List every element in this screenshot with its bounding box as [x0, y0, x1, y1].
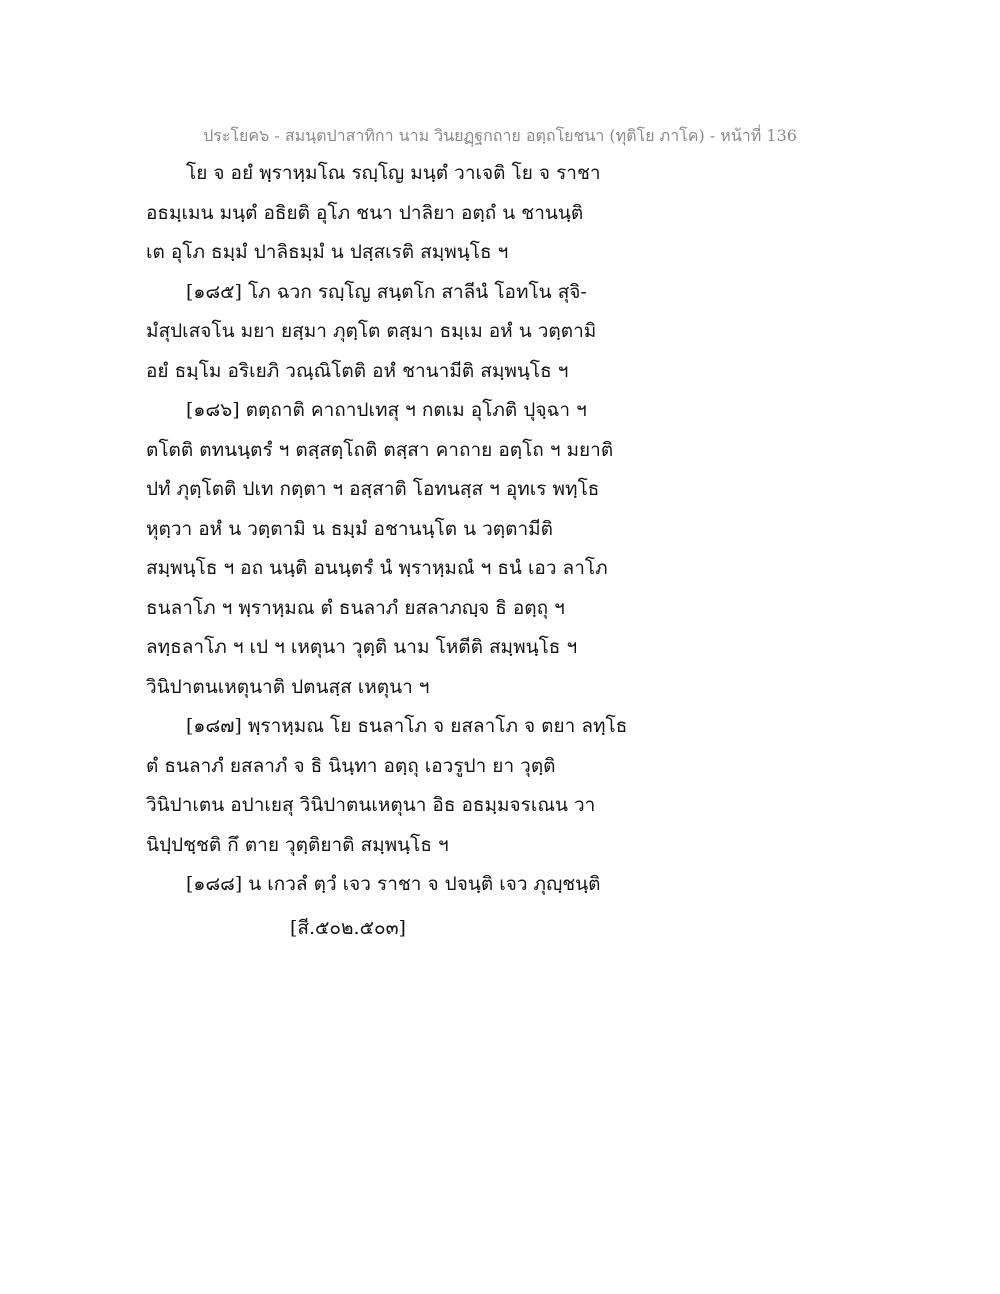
- text-line: วินิปาเตน อปาเยสุ วินิปาตนเหตุนา อิธ อธมฺมจรเณน วา: [146, 794, 596, 816]
- text-line: สมฺพนฺโธ ฯ อถ นนฺติ อนนฺตรํ นํ พฺราหฺมณํ ฯ ธนํ เอว ลาโภ: [146, 557, 608, 579]
- text-line: [๑๘๖] ตตฺถาติ คาถาปเทสุ ฯ กตเม อุโภติ ปุจฺฉา ฯ: [186, 399, 587, 421]
- text-line: โย จ อยํ พฺราหฺมโณ รญฺโญ มนฺตํ วาเจติ โย จ ราชา: [186, 162, 601, 184]
- text-line: [๑๘๕] โภ ฉวก รญฺโญ สนฺตโก สาลีนํ โอทโน สุจิ-: [186, 281, 587, 303]
- text-line: ลทฺธลาโภ ฯ เป ฯ เหตุนา วุตฺติ นาม โหตีติ สมฺพนฺโธ ฯ: [146, 636, 578, 658]
- text-line: วินิปาตนเหตุนาติ ปตนสฺส เหตุนา ฯ: [146, 676, 430, 698]
- text-line: ธนลาโภ ฯ พฺราหฺมณ ตํ ธนลาภํ ยสลาภญฺจ ธิ อตฺถุ ฯ: [146, 597, 565, 619]
- text-line: [๑๘๗] พฺราหฺมณ โย ธนลาโภ จ ยสลาโภ จ ตยา ลทฺโธ: [186, 715, 628, 737]
- page-reference: [สี.๕๐๒.๕๐๓]: [290, 917, 406, 939]
- page-header: ประโยค๖ - สมนฺตปาสาทิกา นาม วินยฏฺฐกถาย อตฺถโยชนา (ทุติโย ภาโค) - หน้าที่ 136: [203, 126, 797, 145]
- text-line: ตโตติ ตทนนฺตรํ ฯ ตสฺสตฺโถติ ตสฺสา คาถาย อตฺโถ ฯ มยาติ: [146, 439, 614, 461]
- text-line: หุตฺวา อหํ น วตฺตามิ น ธมฺมํ อชานนฺโต น วตฺตามีติ: [146, 518, 553, 540]
- text-line: ปทํ ภุตฺโตติ ปเท กตฺตา ฯ อสฺสาติ โอทนสฺส ฯ อุทเร พทฺโธ: [146, 478, 600, 500]
- text-line: ตํ ธนลาภํ ยสลาภํ จ ธิ นินฺทา อตฺถุ เอวรูปา ยา วุตฺติ: [146, 755, 556, 777]
- text-line: อยํ ธมฺโม อริเยภิ วณฺณิโตติ อหํ ชานามีติ สมฺพนฺโธ ฯ: [146, 360, 569, 382]
- text-line: [๑๘๘] น เกวลํ ตฺวํ เจว ราชา จ ปจนฺติ เจว ภุญฺชนฺติ: [186, 873, 601, 895]
- text-line: นิปฺปชฺชติ กึ ตาย วุตฺติยาติ สมฺพนฺโธ ฯ: [146, 834, 449, 856]
- text-line: เต อุโภ ธมฺมํ ปาลิธมฺมํ น ปสฺสเรติ สมฺพนฺโธ ฯ: [146, 241, 509, 263]
- text-line: มํสุปเสจโน มยา ยสฺมา ภุตฺโต ตสฺมา ธมฺเม อหํ น วตฺตามิ: [146, 320, 597, 342]
- text-line: อธมฺเมน มนฺตํ อธิยติ อุโภ ชนา ปาลิยา อตฺถํ น ชานนฺติ: [146, 202, 584, 224]
